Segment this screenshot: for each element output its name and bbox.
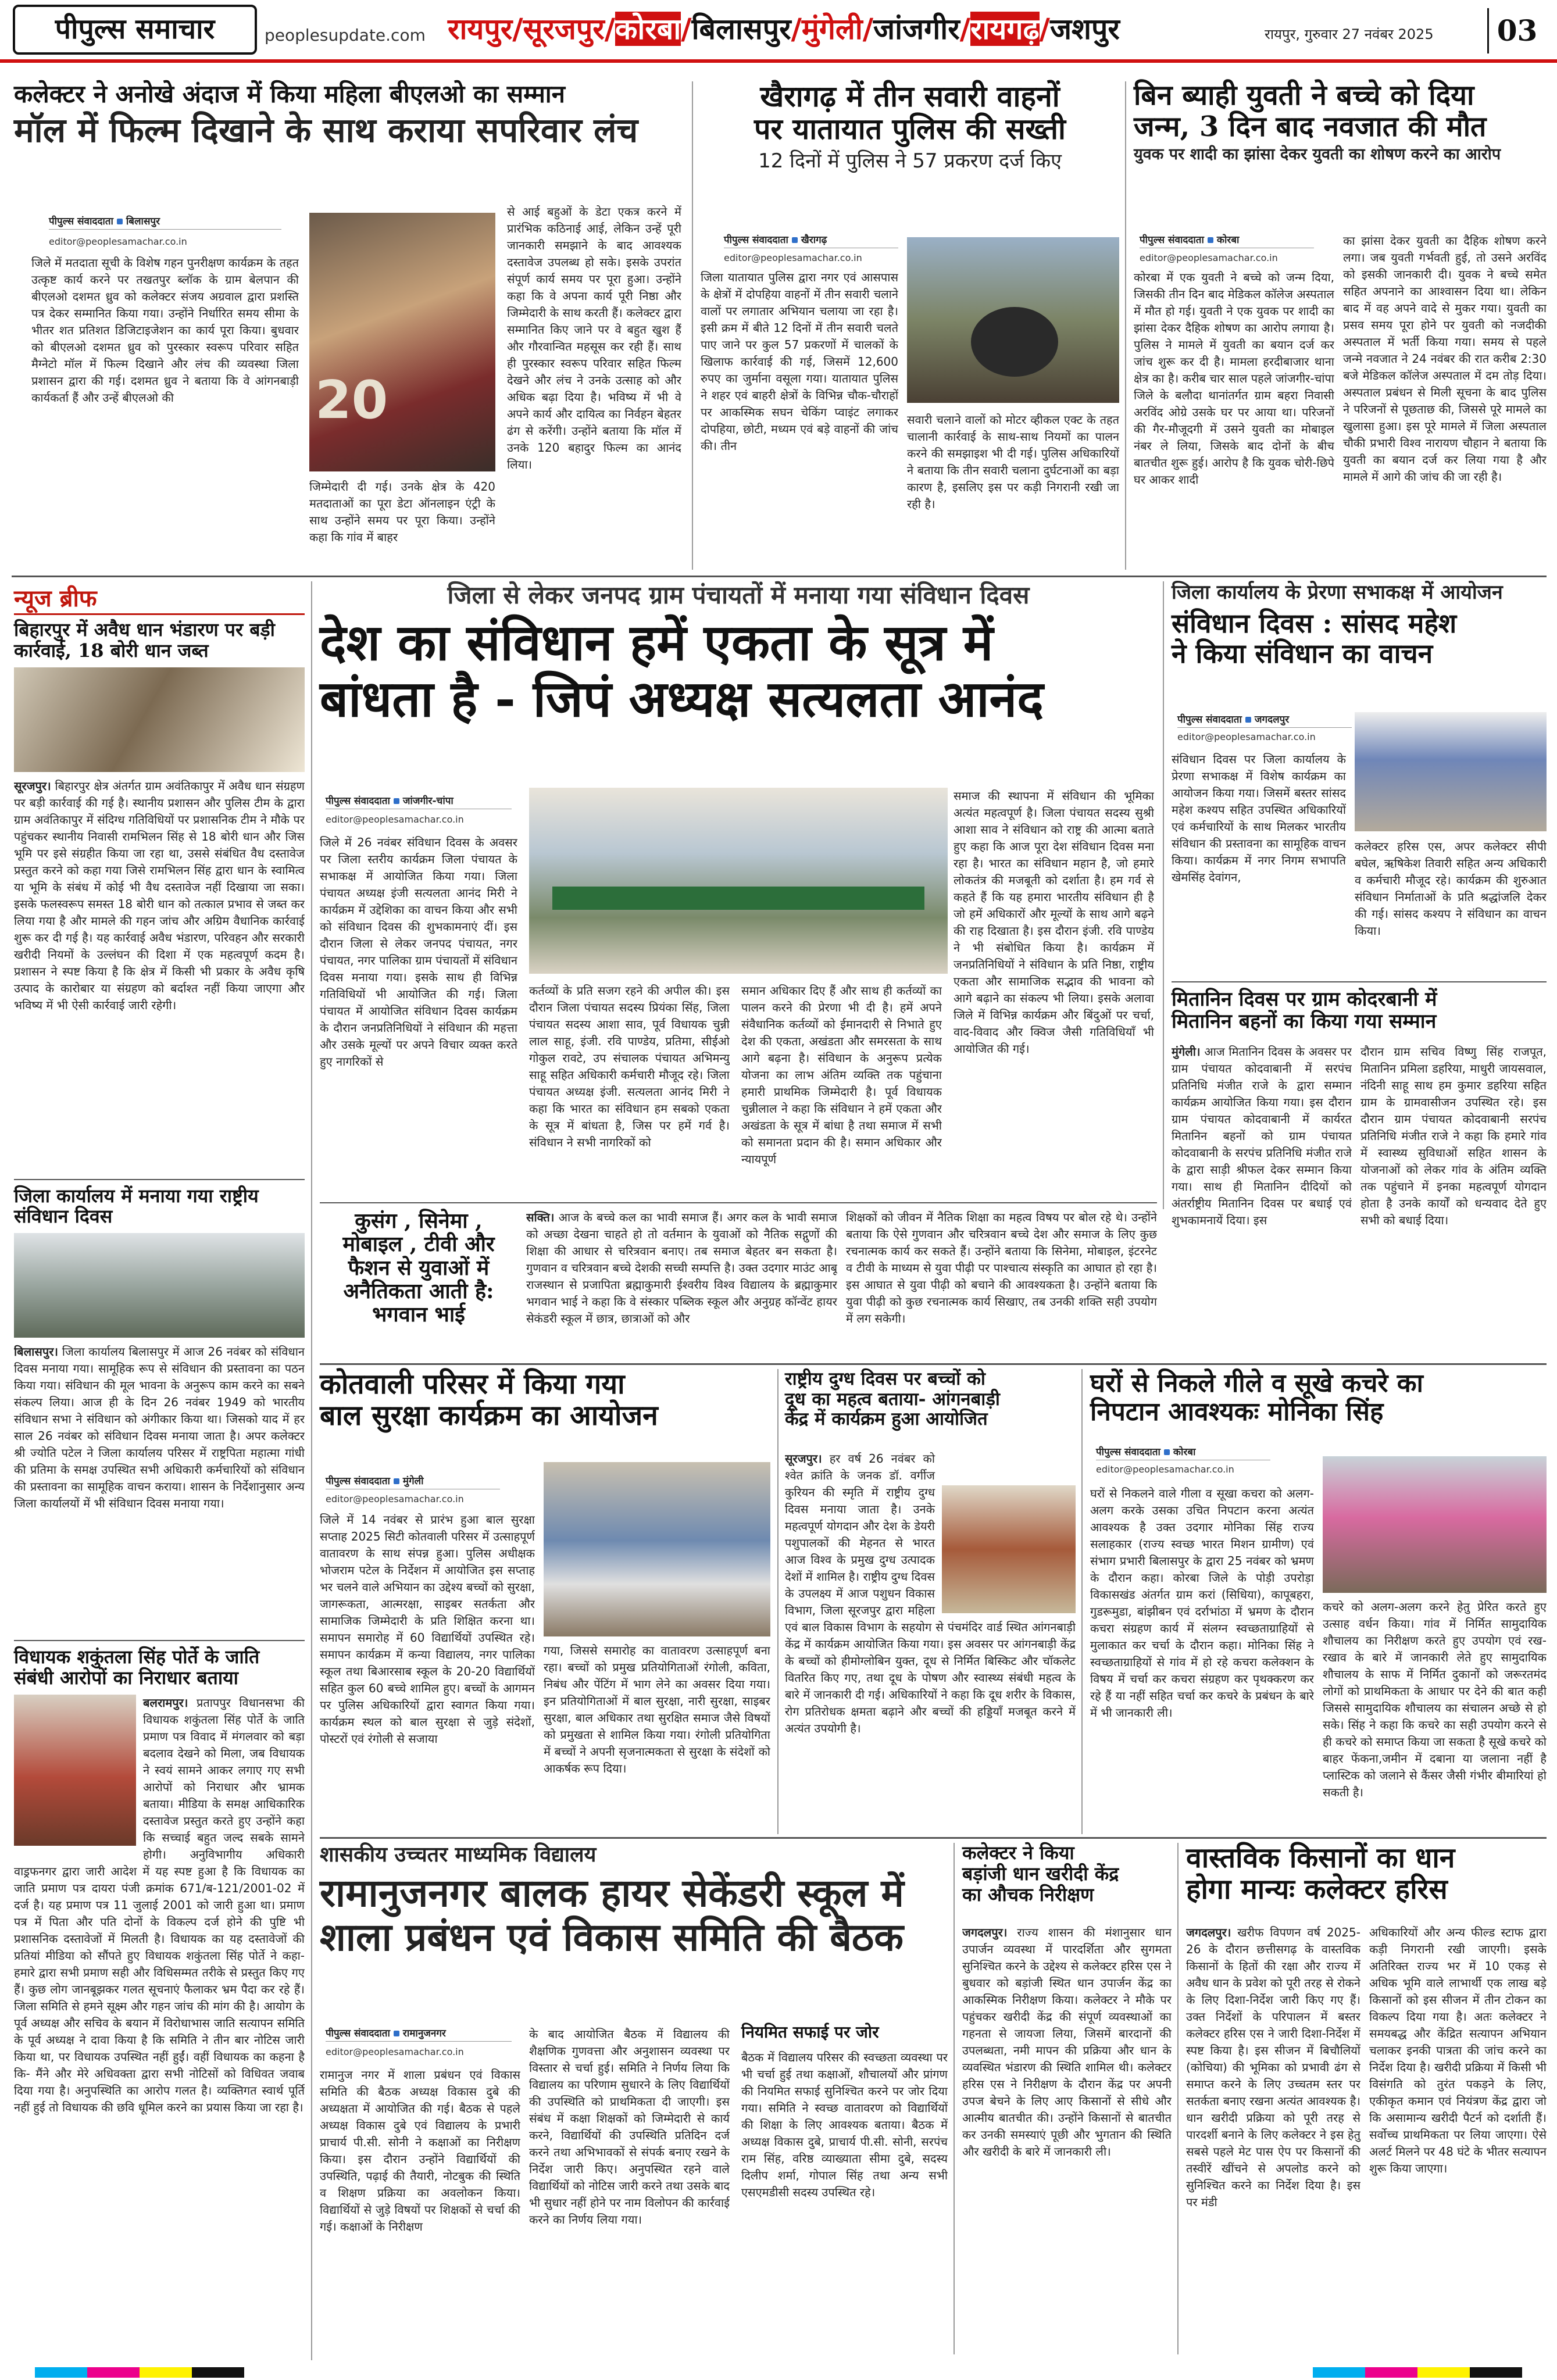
byline: पीपुल्स संवाददाता जांजगीर-चांपा	[326, 794, 512, 809]
issue-date: रायपुर, गुरुवार 27 नवंबर 2025	[1265, 26, 1434, 42]
story-headline-2: जन्म, 3 दिन बाद नवजात की मौत	[1134, 110, 1487, 143]
blo-photo: 20	[309, 213, 495, 471]
story-headline-1: देश का संविधान हमें एकता के सूत्र में	[320, 613, 994, 673]
story-text-col2: सवारी चलाने वालों को मोटर व्हीकल एक्ट के तहत चालानी कार्रवाई के साथ-साथ नियमों का पालन करने की समझाइश भी दी गई। पुलिस अधिकारियों ने बताया कि तीन सवारी चलाना दुर्घटनाओं का बड़ा कारण है, इसलिए इस पर कड़ी निगरानी रखी जा रही है।	[907, 413, 1119, 511]
story-headline-2: बाल सुरक्षा कार्यक्रम का आयोजन	[320, 1399, 658, 1432]
story-dugdh-diwas	[785, 1369, 1076, 1834]
panchayat-hall-photo	[529, 788, 948, 974]
story-deck: 12 दिनों में पुलिस ने 57 प्रकरण दर्ज किए	[758, 149, 1062, 173]
divider	[954, 1843, 955, 2354]
story-text-col1: सूरजपुर। हर वर्ष 26 नवंबर को श्वेत क्रांति के जनक डॉ. वर्गीज कुरियन की स्मृति में राष्ट्रीय दुग्ध दिवस मनाया जाता है। उनके महत्वपूर्ण योगदान और देश के डेयरी पशुपालकों की मेहनत से भारत आज विश्व के प्रमुख दुग्ध उत्पादक देशों में शामिल है। राष्ट्रीय दुग्ध दिवस के उपलक्ष्य में आज पशुधन विकास विभाग, जिला सूरजपुर द्वारा महिला एवं बाल विकास विभाग के सहयोग से पंचमंदिर वार्ड स्थित आंगनबाड़ी केंद्र में कार्यक्रम आयोजित किया गया। इस अवसर पर आंगनबाड़ी केंद्र के बच्चों को हीमोग्लोबिन युक्त, दूध से निर्मित बिस्किट और चॉकलेट वितरित किए गए, तथा दूध के पोषण और स्वास्थ्य संबंधी महत्व के बारे में जानकारी दी गई। अधिकारियों ने कहा कि दूध शरीर के विकास, रोग प्रतिरोधक क्षमता बढ़ाने और बच्चों की हड्डियाँ मजबूत करने में अत्यंत उपयोगी है।	[785, 1452, 1076, 1735]
story-headline-1: वास्तविक किसानों का धान	[1186, 1842, 1455, 1874]
story-text-col1: संविधान दिवस पर जिला कार्यालय के प्रेरणा सभाकक्ष में विशेष कार्यक्रम का आयोजन किया गया। जिसमें बस्तर सांसद महेश कश्यप सहित उपस्थित अधिकारियों एवं कर्मचारियों के साथ मिलकर भारतीय संविधान की प्रस्तावना का सामूहिक वाचन किया। कार्यक्रम में नगर निगम सभापति खेमसिंह देवांगन,	[1172, 752, 1346, 884]
story-text-col1: जिले में 26 नवंबर संविधान दिवस के अवसर पर जिला स्तरीय कार्यक्रम जिला पंचायत के सभाकक्ष में आयोजित किया गया। जिला पंचायत अध्यक्ष इंजी सत्यलता आनंद मिरी ने कार्यक्रम में उद्देशिका का वाचन किया और सभी को संविधान दिवस की शुभकामनाएं दीं। इस दौरान जिला से लेकर जनपद पंचायत, नगर पंचायत, नगर पालिका ग्राम पंचायतों में संविधान दिवस मनाया गया। इसके साथ ही विभिन्न गतिविधियों भी आयोजित की गई। जिला पंचायत में आयोजित संविधान दिवस कार्यक्रम के दौरान जनप्रतिनिधियों ने संविधान की महत्ता और उसके मूल्यों पर अपने विचार व्यक्त करते हुए नागरिकों से	[320, 835, 517, 1069]
story-kicker: जिला कार्यालय के प्रेरणा सभाकक्ष में आयोजन	[1172, 581, 1503, 604]
story-headline-1: मितानिन दिवस पर ग्राम कोदरबानी में	[1172, 988, 1437, 1011]
traffic-photo	[907, 237, 1119, 403]
anganwadi-photo	[942, 1485, 1076, 1613]
story-text-col2: कलेक्टर हरिस एस, अपर कलेक्टर सीपी बघेल, ऋषिकेश तिवारी सहित अन्य अधिकारी व कर्मचारी मौजूद रहे। कार्यक्रम की शुरुआत संविधान निर्माताओं के प्रति श्रद्धांजलि देकर की गई। सांसद कश्यप ने संविधान का वाचन किया।	[1355, 839, 1547, 938]
story-text-col3: से आई बहुओं के डेटा एकत्र करने में प्रारंभिक कठिनाई आई, लेकिन उन्हें पूरी जानकारी समझाने के बाद आवश्यक दस्तावेज उपलब्ध हो सके। इसके उपरांत संपूर्ण कार्य समय पर पूरा हुआ। उन्होंने कहा कि वे अपना कार्य पूरी निष्ठा और जिम्मेदारी के साथ करती हैं। कलेक्टर द्वारा सम्मानित किए जाने पर वे बहुत खुश हैं और गौरवान्वित महसूस कर रही हैं। साथ ही पुरस्कार स्वरूप परिवार सहित फिल्म देखने और लंच ने उनके उत्साह को और अधिक बढ़ा दिया है। भविष्य में भी वे अपने कार्य और दायित्व का निर्वहन बेहतर ढंग से करेंगी। उन्होंने बताया कि मॉल में उनके 120 बहादुर फिल्म का आनंद लिया।	[507, 205, 681, 471]
story-text-col2: का झांसा देकर युवती का दैहिक शोषण करने लगा। जब युवती गर्भवती हुई, तो उसने अरविंद को इसकी जानकारी दी। युवक ने बच्चे समेत सहित अपनाने का आश्वासन दिया था। लेकिन बाद में वह अपने वादे से मुकर गया। युवती का प्रसव समय पूरा होने पर युवती को नजदीकी अस्पताल में भर्ती किया गया। समय से पहले जन्मे नवजात ने 24 नवंबर की रात करीब 2:30 बजे मेडिकल कॉलेज अस्पताल में दम तोड़ दिया। अस्पताल प्रबंधन से मिली सूचना के बाद पुलिस ने परिजनों से पूछताछ की, जिससे पूरे मामले का खुलासा हुआ। इस पूरे मामले में जिला अस्पताल चौकी प्रभारी विश्व नारायण चौहान ने बताया कि युवती का बयान दर्ज कर लिया गया है और मामले में आगे की जांच की जा रही है।	[1343, 234, 1547, 484]
city-janjgir: जांजगीर	[873, 12, 960, 46]
byline: पीपुल्स संवाददाता मुंगेली	[326, 1474, 500, 1489]
story-headline-3: का औचक निरीक्षण	[962, 1883, 1094, 1906]
news-brief-column	[14, 581, 305, 2360]
divider	[14, 1179, 305, 1180]
byline: पीपुल्स संवाददाता खैरागढ़	[724, 233, 898, 248]
story-text-col2: दौरान ग्राम सचिव विष्णु सिंह राजपूत, मितानिन प्रमिला डहरिया, माधुरी जायसवाल, नंदिनी साहू साथ हम कुमार डहरिया सहित ग्राम के ग्रामवासीजन उपस्थित रहे। इस दौरान ग्राम पंचायत कोदवाबानी सरपंच प्रतिनिधि मंजीत राजे ने कहा कि हमारे गांव में स्वास्थ्य सुविधाओं सहित शासन के योजनाओं को लेकर गांव के अंतिम व्यक्ति तक पहुंचाने में इनका महत्वपूर्ण योगदान होता है उनके कार्यों को धन्यवाद देते हुए सभी को बधाई दिया।	[1360, 1045, 1547, 1227]
story-headline-1: कलेक्टर ने किया	[962, 1842, 1074, 1864]
story-kicker: शासकीय उच्चतर माध्यमिक विद्यालय	[320, 1843, 597, 1867]
story-smdc-meeting	[320, 1843, 948, 2354]
mla-portrait	[14, 1695, 136, 1846]
city-raigarh: रायगढ़	[970, 12, 1040, 46]
story-text-col2: जिम्मेदारी दी गई। उनके क्षेत्र के 420 मतदाताओं का पूरा डेटा ऑनलाइन एंट्री के साथ उन्होंने समय पर पूरा किया। उन्होंने कहा कि गांव में बाहर	[309, 480, 495, 544]
story-text-col4: समाज की स्थापना में संविधान की भूमिका अत्यंत महत्वपूर्ण है। जिला पंचायत सदस्य सुश्री आशा साव ने संविधान को राष्ट्र की आत्मा बताते हुए कहा कि आज पूरा देश संविधान दिवस मना रहा है। भारत का संविधान महान है, जो हमारे लोकतंत्र की मजबूती को दर्शाता है। हम गर्व से कहते हैं कि यह हमारा भारतीय संविधान ही है जो हमें अधिकारों और मूल्यों के साथ आगे बढ़ने की राह दिखाता है। इस दौरान इंजी. रवि पाण्डेय ने भी संबोधित किया है। कार्यक्रम में जनप्रतिनिधियों ने संविधान के प्रति निष्ठा, राष्ट्रीय एकता और सामाजिक सद्भाव की भावना को आगे बढ़ाने का संकल्प भी लिया। इसके अलावा जिले में विभिन्न कार्यक्रम और बिंदुओं पर चर्चा, वाद-विवाद और क्विज जैसी गतिविधियाँ भी आयोजित की गई।	[954, 789, 1154, 1056]
story-headline-1: बिन ब्याही युवती ने बच्चे को दिया	[1134, 79, 1474, 112]
story-bhagwan-bhai	[320, 1209, 1157, 1366]
masthead	[0, 0, 1557, 63]
city-bilaspur: बिलासपुर	[691, 12, 791, 46]
byline-email[interactable]: editor@peoplesamachar.co.in	[326, 1493, 464, 1505]
story-text-col1: घरों से निकलने वाले गीला व सूखा कचरा को अलग-अलग करके उसका उचित निपटान करना अत्यंत आवश्यक है उक्त उदगार मोनिका सिंह राज्य सलाहकार (राज्य स्वच्छ भारत मिशन ग्रामीण) एवं संभाग प्रभारी बिलासपुर के द्वारा 25 नवंबर को भ्रमण के दौरान कहा। कोरबा जिले के पोड़ी उपरोड़ा विकासखंड अंतर्गत ग्राम करां (सिधिया), कापूबहरा, गुडरूमुडा, बांझीबन एवं दर्राभांठा में भ्रमण के दौरान कचरा संग्रहण कार्य में संलग्न स्वच्छताग्राहियों से मुलाकात कर चर्चा के दौरान कहा। मोनिका सिंह ने स्वच्छताग्राहियों से गांव में हो रहे कचरा कलेक्शन के विषय में चर्चा कर कचरा संग्रहण कर पृथक्करण कर रहे हैं या नहीं सहित चर्चा कर कचरे के प्रबंधन के बारे में भी जानकारी ली।	[1090, 1486, 1314, 1720]
divider	[1081, 1369, 1083, 1834]
divider	[1163, 581, 1164, 1209]
city-jashpur: जशपुर	[1049, 12, 1120, 46]
divider	[1177, 1843, 1179, 2354]
samvidhan-office-photo	[14, 1233, 305, 1338]
paddy-seizure-photo	[14, 667, 305, 772]
story-text-col1: मुंगेली। आज मितानिन दिवस के अवसर पर ग्राम पंचायत कोदवाबानी में सरपंच प्रतिनिधि मंजीत राजे के द्वारा सम्मान कार्यक्रम आयोजित किया गया। इस दौरान ग्राम पंचायत कोदवाबानी में कार्यरत मितानिन बहनों को ग्राम पंचायत कोदवाबानी के सरपंच प्रतिनिधि मंजीत राजे के द्वारा साड़ी श्रीफल देकर सम्मान किया गया। साथ ही मितानिन दीदियों को अंतर्राष्ट्रीय मितानिन दिवस पर बधाई एवं शुभकामनायें दिया। इस	[1172, 1045, 1352, 1227]
story-monika-singh	[1090, 1369, 1547, 1834]
story-traffic	[701, 80, 1119, 569]
story-text-col1: जिला यातायात पुलिस द्वारा नगर एवं आसपास के क्षेत्रों में दोपहिया वाहनों में तीन सवारी चलाने वालों पर लगातार अभियान चलाया जा रहा है। इसी क्रम में बीते 12 दिनों में तीन सवारी चलते पाए जाने पर कुल 57 प्रकरणों में चालकों के खिलाफ कार्रवाई की गई, जिसमें 12,600 रुपए का जुर्माना वसूला गया। यातायात पुलिस ने शहर एवं बाहरी क्षेत्रों के विभिन्न चौक-चौराहों पर आकस्मिक सघन चेकिंग प्वाइंट लगाकर दोपहिया, छोटी, मध्यम एवं बड़े वाहनों की जांच की। तीन	[701, 270, 898, 453]
divider	[320, 1202, 1157, 1203]
story-text-col1: सक्ति। आज के बच्चे कल का भावी समाज हैं। अगर कल के भावी समाज को अच्छा देखना चाहते हो तो वर्तमान के युवाओं को नैतिक सद्गुणों की शिक्षा की आधार से चरित्रवान बनाए। तब समाज बेहतर बन सकता है। गुणवान व चरित्रवान बच्चे देशकी सच्ची सम्पत्ति है। उक्त उदगार माउंट आबू राजस्थान से प्रजापिता ब्रह्माकुमारी ईश्वरीय विश्व विद्यालय के ब्रह्माकुमार भगवान भाई ने कहा कि वे संस्कार पब्लिक स्कूल और अनुग्रह कॉन्वेंट हायर सेकंडरी स्कूल में छात्र, छात्राओं को और	[526, 1210, 837, 1325]
story-dhan-kharidi	[1186, 1843, 1547, 2354]
brief-headline-3: विधायक शकुंतला सिंह पोर्ते के जाति संबंधी आरोपों का निराधार बताया	[14, 1646, 260, 1689]
story-text-col2: गया, जिससे समारोह का वातावरण उत्साहपूर्ण बना रहा। बच्चों को प्रमुख प्रतियोगिताओं रंगोली, कविता, निबंध और पेंटिंग में भाग लेने का अवसर दिया गया। इन प्रतियोगिताओं में बाल सुरक्षा, नारी सुरक्षा, साइबर सुरक्षा, बाल अधिकार तथा सुरक्षित समाज जैसे विषयों को प्रमुखता से शामिल किया गया। रंगोली प्रतियोगिता में बच्चों ने अपनी सृजनात्मकता से सुरक्षा के संदेशों को आकर्षक रूप दिया।	[544, 1643, 770, 1775]
news-brief-label: न्यूज ब्रीफ	[14, 581, 305, 615]
divider	[14, 1640, 305, 1641]
story-headline-1: राष्ट्रीय दुग्ध दिवस पर बच्चों को	[785, 1368, 985, 1389]
masthead-logo	[13, 5, 257, 55]
logo-text: पीपुल्स समाचार	[55, 13, 215, 46]
story-headline-3: केंद्र में कार्यक्रम हुआ आयोजित	[785, 1409, 988, 1430]
story-headline: मॉल में फिल्म दिखाने के साथ कराया सपरिवार लंच	[14, 110, 638, 151]
byline-email[interactable]: editor@peoplesamachar.co.in	[1177, 731, 1316, 742]
story-headline-2: मितानिन बहनों का किया गया सम्मान	[1172, 1010, 1437, 1034]
story-headline-2: ने किया संविधान का वाचन	[1172, 637, 1433, 669]
story-subhead: नियमित सफाई पर जोर	[741, 2022, 879, 2042]
divider	[777, 1369, 779, 1834]
story-headline-2: बांधता है - जिपं अध्यक्ष सत्यलता आनंद	[320, 669, 1044, 728]
byline-email[interactable]: editor@peoplesamachar.co.in	[1096, 1464, 1234, 1475]
divider	[1172, 981, 1547, 982]
story-headline-1: रामानुजनगर बालक हायर सेकेंडरी स्कूल में	[320, 1871, 904, 1916]
story-text-col2: कचरे को अलग-अलग करने हेतु प्रेरित करते हुए उत्साह वर्धन किया। गांव में निर्मित सामुदायिक शौचालय का निरीक्षण करते हुए उपयोग एवं रख-रखाव के बारे में जानकारी लेते हुए सामुदायिक शौचालय के साफ में निर्मित दुकानों को जरूरतमंद लोगों को प्राथमिकता के आधार पर देने की बात कही जिससे सामुदायिक शौचालय का संचालन अच्छे से हो सके। सिंह ने कहा कि कचरे का सही उपयोग करने से ही कचरे को समाप्त किया जा सकता है सूखे कचरे को बाहर फेंकना,जमीन में दबाना या जलाना नहीं है प्लास्टिक को जलाने से कैंसर जैसी गंभीर बीमारियां हो सकती है।	[1323, 1600, 1547, 1799]
story-text-col1: रामानुज नगर में शाला प्रबंधन एवं विकास समिति की बैठक अध्यक्ष विकास दुबे की अध्यक्षता में आयोजित की गई। बैठक से पहले अध्यक्ष विकास दुबे एवं विद्यालय के प्रभारी प्राचार्य पी.सी. सोनी ने कक्षाओं का निरीक्षण किया। इस दौरान उन्होंने विद्यार्थियों की उपस्थिति, पढ़ाई की तैयारी, नोटबुक की स्थिति व शिक्षण प्रक्रिया का अवलोकन किया। विद्यार्थियों से जुड़े विषयों पर शिक्षकों से चर्चा की गई। कक्षाओं के निरीक्षण	[320, 2068, 520, 2234]
brief-headline-2: जिला कार्यालय में मनाया गया राष्ट्रीय संविधान दिवस	[14, 1184, 259, 1228]
story-text-col1: कोरबा में एक युवती ने बच्चे को जन्म दिया, जिसकी तीन दिन बाद मेडिकल कॉलेज अस्पताल में मौत हो गई। युवती ने एक युवक पर शादी का झांसा देकर दैहिक शोषण का आरोप लगाया है। पुलिस ने मामले में युवती का बयान दर्ज कर जांच शुरू कर दी है। मामला हरदीबाजार थाना क्षेत्र का है। करीब चार साल पहले जांजगीर-चांपा जिले के बलौदा थानांतर्गत ग्राम बहरा निवासी अरविंद ओग्रे उसके घर पर आया था। परिजनों की गैर-मौजूदगी में उसने युवती का मोबाइल नंबर ले लिया, जिसके बाद दोनों के बीच बातचीत शुरू हुई। आरोप है कि युवक चोरी-छिपे घर आकर शादी	[1134, 270, 1334, 487]
byline-email[interactable]: editor@peoplesamachar.co.in	[724, 252, 862, 263]
story-headline-2: निपटान आवश्यकः मोनिका सिंह	[1090, 1397, 1384, 1427]
story-jagdalpur-samvidhan	[1172, 581, 1547, 977]
story-text-col3: समान अधिकार दिए हैं और साथ ही कर्तव्यों का पालन करने की प्रेरणा भी दी है। हमें अपने संवैधानिक कर्तव्यों को ईमानदारी से निभाते हुए देश की एकता, अखंडता और समरसता के साथ आगे बढ़ना है। संविधान के अनुरूप प्रत्येक योजना का लाभ अंतिम व्यक्ति तक पहुंचाना हमारी प्राथमिक जिम्मेदारी है। पूर्व विधायक चुन्नीलाल ने कहा कि संविधान ने हमें एकता और अखंडता के सूत्र में बांधा है तथा समाज में सभी को समानता प्रदान की है। समान अधिकार और न्यायपूर्ण	[741, 984, 942, 1166]
byline: पीपुल्स संवाददाता कोरबा	[1140, 233, 1314, 248]
divider	[320, 1837, 1547, 1839]
divider	[692, 81, 693, 570]
story-text-col1: जगदलपुर। राज्य शासन की मंशानुसार धान उपार्जन व्यवस्था में पारदर्शिता और सुगमता सुनिश्चित करने के उद्देश्य से कलेक्टर हरिस एस ने बुधवार को बड़ांजी स्थित धान उपार्जन केंद्र का आकस्मिक निरीक्षण किया। कलेक्टर ने मौके पर पहुंचकर खरीदी केंद्र की संपूर्ण व्यवस्थाओं का गहनता से जायजा लिया, जिसमें बारदानों की उपलब्धता, नमी मापन की प्रक्रिया और धान के व्यवस्थित भंडारण की स्थिति शामिल थी। कलेक्टर हरिस एस ने निरीक्षण के दौरान केंद्र पर अपनी उपज बेचने के लिए आए किसानों से सीधे और आत्मीय बातचीत की। उन्होंने किसानों से बातचीत कर उनकी समस्याएं पूछी और भुगतान की स्थिति और खरीदी के बारे में जानकारी ली।	[962, 1925, 1172, 2159]
city-strip: रायपुर/सूरजपुर/कोरबा/बिलासपुर/मुंगेली/जांजगीर/रायगढ़/जशपुर	[448, 12, 1120, 46]
story-headline-1: कोतवाली परिसर में किया गया	[320, 1368, 625, 1400]
brief-text-2: बिलासपुर। जिला कार्यालय बिलासपुर में आज 26 नवंबर को संविधान दिवस मनाया गया। सामूहिक रूप से संविधान की प्रस्तावना का पठन किया गया। संविधान की मूल भावना के अनुरूप काम करने का सबने संकल्प लिया। आज ही के दिन 26 नवंबर 1949 को भारतीय संविधान सभा ने संविधान को अंगीकार किया था। जिसको याद में हर साल 26 नवंबर को संविधान दिवस मनाया जाता है। अपर कलेक्टर श्री ज्योति पटेल ने जिला कार्यालय परिसर में राष्ट्रपिता महात्मा गांधी की प्रतिमा के समक्ष उपस्थित सभी अधिकारी कर्मचारियों को संविधान की प्रस्तावना का सामूहिक वाचन कराया। शासन के निर्देशानुसार अन्य जिला कार्यालयों में भी संविधान दिवस मनाया गया।	[14, 1345, 305, 1511]
story-text-col1: जिले में मतदाता सूची के विशेष गहन पुनरीक्षण कार्यक्रम के तहत उत्कृष्ट कार्य करने पर तखतपुर ब्लॉक के ग्राम बेलपान की बीएलओ दशमत ध्रुव को कलेक्टर संजय अग्रवाल द्वारा प्रशस्ति पत्र देकर सम्मानित किया गया। उन्होंने निर्धारित समय सीमा के भीतर शत प्रतिशत डिजिटाइजेशन का कार्य पूरा किया। बुधवार को बीएलओ दशमत ध्रुव को पुरस्कार स्वरूप परिवार सहित मैग्नेटो मॉल में फिल्म दिखाने और लंच की व्यवस्था जिला प्रशासन द्वारा की गई। दशमत ध्रुव ने बताया कि वे आंगनबाड़ी कार्यकर्ता हैं और उन्हें बीएलओ की	[31, 256, 299, 405]
byline: पीपुल्स संवाददाता रामानुजनगर	[326, 2026, 512, 2042]
divider	[12, 576, 1547, 577]
story-text-col1: जिले में 14 नवंबर से प्रारंभ हुआ बाल सुरक्षा सप्ताह 2025 सिटी कोतवाली परिसर में उत्साहपूर्ण वातावरण के साथ संपन्न हुआ। पुलिस अधीक्षक भोजराम पटेल के निर्देशन में आयोजित इस सप्ताह भर चलने वाले अभियान का उद्देश्य बच्चों को सुरक्षा, जागरूकता, आत्मरक्षा, साइबर सतर्कता और सामाजिक जिम्मेदारी के प्रति शिक्षित करना था। समापन समारोह में 60 विद्यार्थियों उपस्थित रहे। समापन कार्यक्रम में कन्या विद्यालय, नगर पालिका स्कूल तथा बिआरसाब स्कूल के 20-20 विद्यार्थियों सहित कुल 60 बच्चे शामिल हुए। बच्चों के आगमन पर पुलिस अधिकारियों द्वारा स्वागत किया गया। कार्यक्रम स्थल को बाल सुरक्षा से जुड़े संदेशों, पोस्टरों एवं रंगोली से सजाया	[320, 1513, 535, 1746]
story-kicker: जिला से लेकर जनपद ग्राम पंचायतों में मनाया गया संविधान दिवस	[447, 581, 1030, 609]
story-headline-2: दूध का महत्व बताया- आंगनबाड़ी	[785, 1388, 1000, 1410]
city-surajpur: सूरजपुर	[523, 12, 605, 46]
byline: पीपुल्स संवाददाता कोरबा	[1096, 1445, 1270, 1460]
story-headline-1: घरों से निकले गीले व सूखे कचरे का	[1090, 1368, 1423, 1398]
byline-email[interactable]: editor@peoplesamachar.co.in	[326, 2046, 464, 2057]
story-bal-suraksha	[320, 1369, 770, 1834]
city-raipur: रायपुर	[448, 12, 513, 46]
story-kicker: कलेक्टर ने अनोखे अंदाज में किया महिला बीएलओ का सम्मान	[14, 80, 565, 108]
city-mungeli: मुंगेली	[801, 12, 863, 46]
story-dhan-inspection	[962, 1843, 1172, 2354]
story-text-col2: कर्तव्यों के प्रति सजग रहने की अपील की। इस दौरान जिला पंचायत सदस्य प्रियंका सिंह, जिला पंचायत सदस्य आशा साव, पूर्व विधायक चुन्नी लाल साहू, इंजी. रवि पाण्डेय, प्रतिमा, सीईओ गोकुल रावटे, उप संचालक पंचायत अभिमन्यु साहू सहित अधिकारी कर्मचारी मौजूद रहे। जिला पंचायत अध्यक्ष इंजी. सत्यलता आनंद मिरी ने कहा कि भारत का संविधान हम सबको एकता के सूत्र में बांधता है, जिस पर हमें गर्व है। संविधान ने सभी नागरिकों को	[529, 984, 730, 1149]
story-newborn	[1134, 80, 1547, 569]
story-headline-2: होगा मान्यः कलेक्टर हरिस	[1186, 1872, 1448, 1906]
story-text-col2: अधिकारियों और अन्य फील्ड स्टाफ द्वारा कड़ी निगरानी रखी जाएगी। इसके अतिरिक्त राज्य भर में 10 एकड़ से अधिक भूमि वाले लाभार्थी एक लाख बड़े किसानों को इस सीजन में तीन टोकन का विकल्प दिया गया है। अतः कलेक्टर ने समयबद्ध और केंद्रित सत्यापन अभियान चलाकर इनकी पात्रता की जांच करने का निर्देश दिया है। खरीदी प्रक्रिया में किसी भी विसंगति को तुरंत पकड़ने के लिए, एकीकृत कमान एवं नियंत्रण केंद्र द्वारा जो कि असामान्य खरीदी पैटर्न को दर्शाती हैं। सर्वोच्च प्राथमिकता पर लिया जाएगा। ऐसे अलर्ट मिलने पर 48 घंटे के भीतर सत्यापन शुरू किया जाएगा।	[1369, 1925, 1547, 2175]
divider	[1125, 81, 1126, 570]
brief-text-3: बलरामपुर। प्रतापपुर विधानसभा की विधायक शकुंतला सिंह पोर्ते के जाति प्रमाण पत्र विवाद में मंगलवार को बड़ा बदलाव देखने को मिला, जब विधायक ने स्वयं सामने आकर लगाए गए सभी आरोपों को निराधार और भ्रामक बताया। मीडिया के समक्ष आधिकारिक दस्तावेज प्रस्तुत करते हुए उन्होंने कहा कि सच्चाई बहुत जल्द सबके सामने होगी। अनुविभागीय अधिकारी वाड्रफनगर द्वारा जारी आदेश में यह स्पष्ट हुआ है कि विधायक का जाति प्रमाण पत्र दायरा पंजी क्रमांक 671/ब-121/2001-02 में दर्ज है। यह प्रमाण पत्र 11 जुलाई 2001 को जारी हुआ था। प्रमाण पत्र में पिता और पति दोनों के विकल्प दर्ज होने की पुष्टि भी प्रशासनिक दस्तावेजों में मिलती है। विधायक का यह दस्तावेजों की प्रतियां मीडिया को सौंपते हुए विधायक शकुंतला सिंह पोर्ते ने कहा- हमारे द्वारा सभी प्रमाण सही और विधिसम्मत तरीके से प्रस्तुत किए गए हैं। कुछ लोग जानबूझकर गलत सूचनाएं फैलाकर भ्रम पैदा कर रहे हैं। जिला समिति से हमने सूक्ष्म और गहन जांच की मांग की है। आयोग के पूर्व अध्यक्ष और सचिव के बयान में विरोधाभास जाति सत्यापन समिति के पूर्व अध्यक्ष ने दावा किया है कि समिति ने तीन बार नोटिस जारी किया था, पर विधायक उपस्थित नहीं हुईं। वहीं विधायक का कहना है कि- मैंने और मेरे अधिवक्ता द्वारा सभी नोटिसों को विधिवत जवाब दिया गया है। अनुपस्थिति का आरोप गलत है। व्यक्तिगत स्वार्थ पूर्ति नहीं हुई तो विधायक की छवि धूमिल करने का प्रयास किया जा रहा है।	[14, 1695, 305, 2114]
byline-email[interactable]: editor@peoplesamachar.co.in	[49, 236, 187, 247]
story-text-col2: शिक्षकों को जीवन में नैतिक शिक्षा का महत्व विषय पर बोल रहे थे। उन्होंने बताया कि ऐसे गुणवान और चरित्रवान बच्चे देश और समाज के लिए कुछ रचनात्मक कार्य कर सकते हैं। उन्होंने बताया कि सिनेमा, मोबाइल, इंटरनेट व टीवी के माध्यम से युवा पीढ़ी पर पाश्चात्य संस्कृति का आघात हो रहा है। इस आघात से युवा पीढ़ी को बचाने की आवश्यकता है। उन्होंने बताया कि युवा पीढ़ी को कुछ रचनात्मक कार्य सिखाए, तब उनकी शक्ति सही उपयोग में लग सकेगी।	[846, 1210, 1157, 1325]
waste-visit-photo	[1323, 1456, 1547, 1593]
brief-headline-1: बिहारपुर में अवैध धान भंडारण पर बड़ी कार्रवाई, 18 बोरी धान जब्त	[14, 619, 275, 662]
story-headline-1: खैरागढ़ में तीन सवारी वाहनों	[760, 79, 1060, 113]
school-children-photo	[544, 1462, 770, 1636]
prerna-hall-photo	[1355, 712, 1547, 831]
page-number: 03	[1487, 8, 1545, 53]
divider	[311, 581, 312, 2360]
story-text-col3: बैठक में विद्यालय परिसर की स्वच्छता व्यवस्था पर भी चर्चा हुई तथा कक्षाओं, शौचालयों और प्रांगण की नियमित सफाई सुनिश्चित करने पर जोर दिया गया। समिति ने स्वच्छ वातावरण को विद्यार्थियों की शिक्षा के लिए आवश्यक बताया। बैठक में अध्यक्ष विकास दुबे, प्राचार्य पी.सी. सोनी, सरपंच राम सिंह, वरिष्ठ व्याख्याता सीमा दुबे, सदस्य दिलीप शर्मा, गोपाल सिंह तथा अन्य सभी एसएमडीसी सदस्य उपस्थित रहे।	[741, 2050, 948, 2199]
byline-email[interactable]: editor@peoplesamachar.co.in	[1140, 252, 1278, 263]
story-headline-2: बड़ांजी धान खरीदी केंद्र	[962, 1862, 1119, 1885]
story-text-col2: के बाद आयोजित बैठक में विद्यालय की शैक्षणिक गुणवत्ता और अनुशासन व्यवस्था पर विस्तार से चर्चा हुई। समिति ने निर्णय लिया कि विद्यालय का परिणाम सुधारने के लिए विद्यार्थियों की उपस्थिति को प्राथमिकता दी जाएगी। इस संबंध में कक्षा शिक्षकों को जिम्मेदारी से कार्य करने, विद्यार्थियों की उपस्थिति प्रतिदिन दर्ज करने तथा अभिभावकों से संपर्क बनाए रखने के निर्देश जारी किए। अनुपस्थित रहने वाले विद्यार्थियों को नोटिस जारी करने तथा उसके बाद भी सुधार नहीं होने पर नाम विलोपन की कार्रवाई करने का निर्णय लिया गया।	[529, 2027, 730, 2227]
story-deck: युवक पर शादी का झांसा देकर युवती का शोषण करने का आरोप	[1134, 145, 1501, 163]
story-headline-2: शाला प्रबंधन एवं विकास समिति की बैठक	[320, 1915, 904, 1960]
site-url[interactable]: peoplesupdate.com	[265, 26, 426, 45]
story-headline-1: संविधान दिवस : सांसद महेश	[1172, 607, 1457, 639]
byline-email[interactable]: editor@peoplesamachar.co.in	[326, 814, 464, 825]
divider	[320, 1363, 1547, 1365]
story-collector-blo	[14, 80, 683, 569]
story-mitanin	[1172, 988, 1547, 1325]
byline: पीपुल्स संवाददाता जगदलपुर	[1177, 712, 1352, 728]
story-headline-2: पर यातायात पुलिस की सख्ती	[754, 112, 1066, 146]
story-text-col1: जगदलपुर। खरीफ विपणन वर्ष 2025-26 के दौरान छत्तीसगढ़ के वास्तविक किसानों के हितों की रक्षा और राज्य में अवैध धान के प्रवेश को पूरी तरह से रोकने के लिए दिशा-निर्देश जारी किए गए हैं। उक्त निर्देशों के परिपालन में बस्तर कलेक्टर हरिस एस ने जारी दिशा-निर्देश में स्पष्ट किया है। इस सीजन में बिचौलियों (कोचिया) की भूमिका को प्रभावी ढंग से समाप्त करने के लिए उच्चतम स्तर पर सतर्कता बनाए रखना अत्यंत आवश्यक है। धान खरीदी प्रक्रिया को पूरी तरह से पारदर्शी बनाने के लिए कलेक्टर ने इस हेतु सबसे पहले मेट पास ऐप पर किसानों की तस्वीरें खींचने से अपलोड करने को सुनिश्चित करने का निर्देश दिया है। इस पर मंडी	[1186, 1925, 1360, 2209]
s7-headline-box: कुसंग , सिनेमा , मोबाइल , टीवी और फैशन से युवाओं में अनैतिकता आती है: भगवान भाई	[342, 1209, 495, 1327]
brief-text-1: सूरजपुर। बिहारपुर क्षेत्र अंतर्गत ग्राम अवंतिकापुर में अवैध धान संग्रहण पर बड़ी कार्रवाई की गई है। स्थानीय प्रशासन और पुलिस टीम के द्वारा ग्राम अवंतिकापुर में संदिग्ध गतिविधियों पर प्रशासनिक टीम ने मौके पर पहुंचकर स्थानीय निवासी रामभिलन सिंह से 18 बोरी धान और जिस भूमि पर इसे संग्रहीत किया जा रहा था, उससे संबंधित वैध दस्तावेज प्रस्तुत करने को कहा गया जिसे रामभिलन सिंह द्वारा धान के स्वामित्व या भूमि के संबंध में कोई भी वैध दस्तावेज नहीं दिखाया जा सका। इसके फलस्वरूप समस्त 18 बोरी धान को तत्काल प्रभाव से जब्त कर लिया गया है और मामले की गहन जांच और अग्रिम वैधानिक कार्रवाई शुरू कर दी गई है। यह कार्रवाई अवैध भंडारण, परिवहन और सरकारी खरीदी नियमों के उल्लंघन की दिशा में एक महत्वपूर्ण कदम है। प्रशासन ने स्पष्ट किया है कि क्षेत्र में किसी भी प्रकार के अवैध कृषि उत्पाद के कारोबार या संग्रहण को बर्दाश्त नहीं किया जाएगा और भविष्य में भी ऐसी कार्रवाई जारी रहेगी।	[14, 778, 305, 1012]
print-color-marks	[0, 2365, 1557, 2380]
byline: पीपुल्स संवाददाता बिलासपुर	[49, 214, 281, 230]
city-korba: कोरबा	[615, 12, 681, 46]
